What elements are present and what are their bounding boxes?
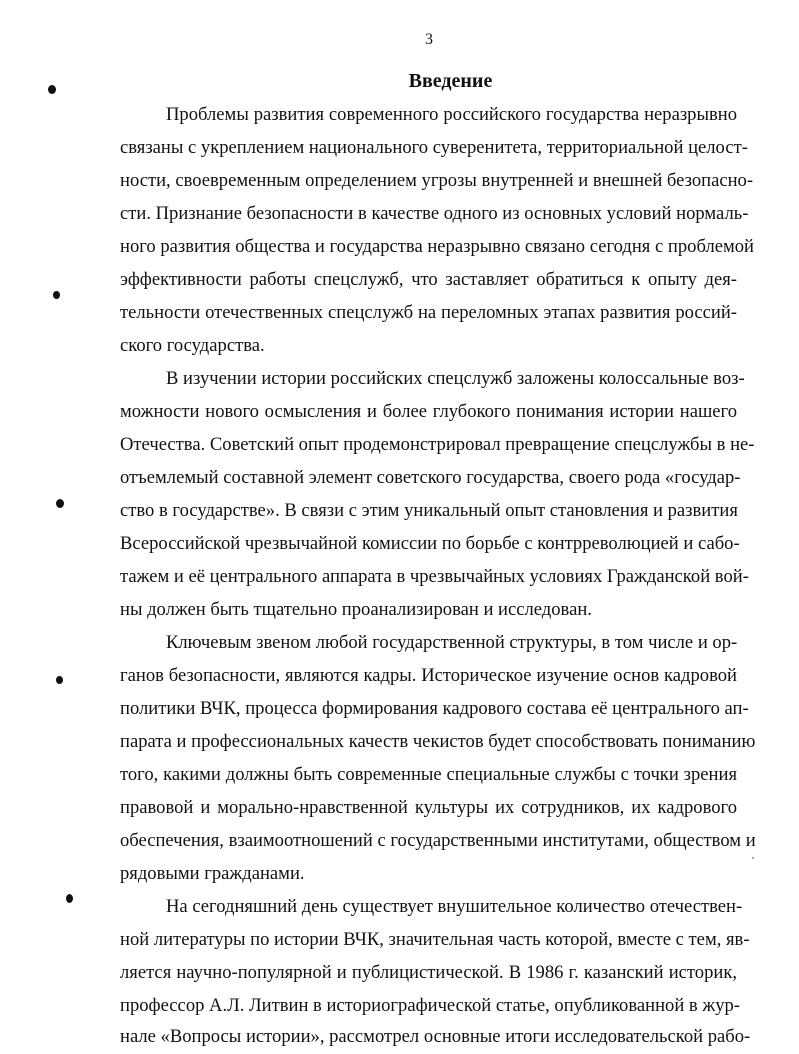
text-line: ского государства. [120, 335, 265, 356]
text-line: профессор А.Л. Литвин в историографической статье, опубликованной в жур- [120, 995, 740, 1016]
text-line: парата и профессиональных качеств чекистов будет способствовать пониманию [120, 731, 756, 752]
text-line: обеспечения, взаимоотношений с государственными институтами, обществом и [120, 830, 756, 851]
text-line: связаны с укреплением национального суверенитета, территориальной целост- [120, 137, 748, 158]
text-line: В изучении истории российских спецслужб заложены колоссальные воз- [166, 368, 745, 389]
text-line: Проблемы развития современного российского государства неразрывно [166, 104, 737, 125]
text-line: На сегодняшний день существует внушительное количество отечествен- [166, 896, 743, 917]
page-number: 3 [425, 31, 433, 48]
binding-hole-mark [53, 291, 60, 299]
text-line: эффективности работы спецслужб, что заставляет обратиться к опыту дея- [120, 269, 737, 290]
text-line: отъемлемый составной элемент советского государства, своего рода «государ- [120, 467, 741, 488]
text-line: можности нового осмысления и более глубокого понимания истории нашего [120, 401, 737, 422]
text-line: тажем и её центрального аппарата в чрезвычайных условиях Гражданской вой- [120, 566, 749, 587]
text-line: Всероссийской чрезвычайной комиссии по борьбе с контрреволюцией и сабо- [120, 533, 740, 554]
text-line: ство в государстве». В связи с этим уникальный опыт становления и развития [120, 500, 738, 521]
text-line: тельности отечественных спецслужб на переломных этапах развития россий- [120, 302, 737, 323]
text-line: политики ВЧК, процесса формирования кадрового состава её центрального ап- [120, 698, 749, 719]
text-line: ного развития общества и государства неразрывно связано сегодня с проблемой [120, 236, 754, 257]
text-line: того, какими должны быть современные специальные службы с точки зрения [120, 764, 737, 785]
section-heading: Введение [408, 70, 493, 92]
binding-hole-mark [66, 894, 73, 903]
binding-hole-mark [56, 499, 64, 508]
scan-speck [752, 857, 754, 859]
binding-hole-mark [56, 676, 63, 684]
text-line: нале «Вопросы истории», рассмотрел основные итоги исследовательской рабо- [120, 1026, 751, 1047]
binding-hole-mark [48, 85, 56, 94]
text-line: Отечества. Советский опыт продемонстрировал превращение спецслужбы в не- [120, 434, 755, 455]
text-line: сти. Признание безопасности в качестве одного из основных условий нормаль- [120, 203, 749, 224]
text-line: ганов безопасности, являются кадры. Историческое изучение основ кадровой [120, 665, 737, 686]
text-line: ности, своевременным определением угрозы внутренней и внешней безопасно- [120, 170, 754, 191]
text-line: ной литературы по истории ВЧК, значительная часть которой, вместе с тем, яв- [120, 929, 750, 950]
text-line: Ключевым звеном любой государственной структуры, в том числе и ор- [166, 632, 738, 653]
text-line: ляется научно-популярной и публицистической. В 1986 г. казанский историк, [120, 962, 737, 983]
text-line: рядовыми гражданами. [120, 863, 305, 884]
text-line: ны должен быть тщательно проанализирован и исследован. [120, 599, 592, 620]
text-line: правовой и морально-нравственной культуры их сотрудников, их кадрового [120, 797, 737, 818]
